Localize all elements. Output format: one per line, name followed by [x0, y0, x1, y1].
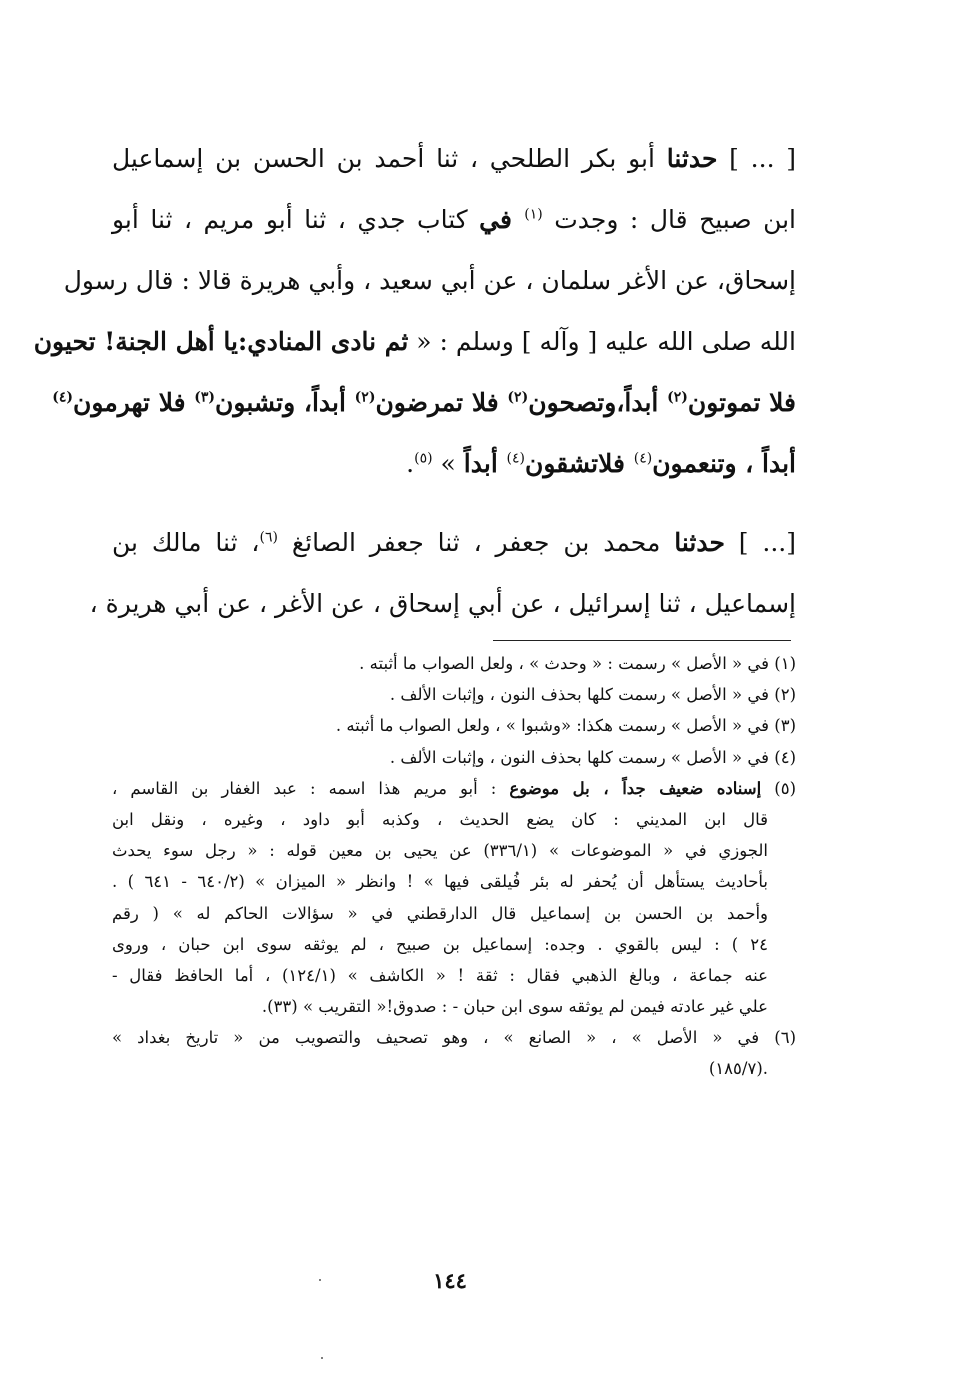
matn-bold: ثم نادى المنادي:يا أهل الجنة! تحيون [33, 327, 409, 356]
footnote-2: (٢) في « الأصل » رسمت كلها بحذف النون ، وإثبات الألف . [389, 685, 796, 705]
footnote-5-line: ٢٤ ) : ليس بالقوي . وجده: إسماعيل بن صبيح ، لم يوثقه سوى ابن حبان ، وروى [112, 934, 768, 954]
text-line [33, 311, 796, 372]
matn-bold: أبداً ، وتنعمون [652, 449, 796, 478]
hadith-paragraph-2 [89, 512, 797, 634]
bracket-ellipsis: [ ... ] [717, 144, 797, 173]
isnad-text: ابن صبيح قال : وجدت [542, 205, 796, 234]
matn-bold: أبداً، وتشبون [215, 388, 355, 417]
footnote-ref: (٣) [194, 389, 216, 406]
footnote-4: (٤) في « الأصل » رسمت كلها بحذف النون ، وإثبات الألف . [389, 747, 796, 767]
footnote-ref: (١) [524, 206, 543, 223]
matn-bold: فلا تمرضون [375, 388, 508, 417]
text-line: إسماعيل ، ثنا إسرائيل ، عن أبي إسحاق ، عن الأغر ، عن أبي هريرة ، [89, 589, 796, 618]
haddathana-bold: حدثنا [674, 528, 725, 557]
footnote-ref: (٤) [506, 450, 525, 467]
matn-bold: فلا تموتون [687, 388, 796, 417]
text-line [112, 128, 796, 189]
footnote-separator [493, 640, 791, 641]
matn-bold: فلاتشقون [524, 449, 634, 478]
closing-quote: » [432, 449, 464, 478]
footnote-6: (٦) في « الأصل » ، « الصانع » ، وهو تصحيف والتصويب من « تاريخ بغداد » [112, 1028, 796, 1048]
text-line [112, 189, 796, 250]
isnad-text: ، ثنا مالك بن [112, 528, 260, 557]
footnote-1: (١) في « الأصل » رسمت : « وحدث » ، ولعل الصواب ما أثبته . [359, 654, 796, 673]
footnote-5-line: عنه جماعة ، وبالغ الذهبي فقال : ثقة ! « الكاشف » (١٢٤/١) ، أما الحافظ فقال - [112, 965, 768, 985]
footnote-ref: (٢) [507, 389, 529, 406]
footnote-5 [112, 773, 796, 804]
matn-bold: أبداً،وتصحون [528, 388, 668, 417]
footnote-5-line: وأحمد بن الحسن بن إسماعيل قال الدارقطني في « سؤالات الحاكم له » ( رقم [112, 903, 768, 923]
footnote-ref: (٢) [667, 389, 688, 406]
hadith-paragraph-1 [33, 128, 797, 494]
footnote-5-line: الجوزي في « الموضوعات » (٣٣٦/١) عن يحيى بن معين قوله : « رجل سوء يحدث [112, 841, 769, 861]
bracket-ellipsis: [... ] [724, 528, 797, 557]
footnote-number: (٥) [761, 778, 797, 798]
footnote-ref: (٢) [354, 389, 376, 406]
bold-word: في [479, 205, 525, 234]
isnad-text: محمد بن جعفر ، ثنا جعفر الصائغ [277, 528, 675, 557]
footnote-5-line: بأحاديث يستأهل أن يُحفر له بئر فُيلقى فيها » ! وانظر « الميزان » (٦٤٠/٢ - ٦٤١ ) . [112, 872, 769, 892]
footnote-text: : أبو مريم هذا اسمه : عبد الغفار بن القاسم ، [112, 778, 510, 798]
text-line [112, 433, 796, 494]
matn-bold: فلا تهرمون [73, 388, 195, 417]
footnote-5-line: قال ابن المديني : كان يضع الحديث ، وكذبه أبو داود ، وغيره ، ونقل ابن [112, 809, 768, 829]
isnad-text: الله صلى الله عليه [ وآله ] وسلم : « [408, 327, 796, 356]
footnote-ref: (٥) [414, 450, 433, 467]
grading-bold: إسناده ضعيف جداً ، بل موضوع [509, 778, 762, 798]
text-line: إسحاق، عن الأغر سلمان ، عن أبي سعيد ، وأبي هريرة قالا : قال رسول [63, 266, 796, 295]
isnad-text: أبو بكر الطلحي ، ثنا أحمد بن الحسن بن إسماعيل [112, 144, 667, 173]
footnote-ref: (٦) [259, 529, 278, 546]
footnote-6-line: .(١٨٥/٧) [708, 1059, 768, 1079]
footnote-3: (٣) في « الأصل » رسمت هكذا: «وشبوا » ، ولعل الصواب ما أثبته . [335, 716, 796, 736]
footnote-ref: (٤) [52, 389, 74, 406]
scan-speck [321, 1357, 323, 1359]
text-line [112, 512, 796, 573]
matn-bold: أبداً [463, 449, 507, 478]
footnote-5-line: علي غير عادته فيمن لم يوثقه سوى ابن حبان - : صدوق!« التقريب » (٣٣). [261, 997, 768, 1017]
period: . [406, 449, 415, 478]
isnad-text: كتاب جدي ، ثنا أبو مريم ، ثنا أبو [112, 205, 480, 234]
scan-speck [319, 1279, 321, 1281]
footnote-ref: (٤) [633, 450, 653, 467]
page-number: ١٤٤ [433, 1268, 467, 1293]
text-line [52, 372, 796, 433]
haddathana-bold: حدثنا [666, 144, 718, 173]
footnotes [112, 648, 796, 1085]
